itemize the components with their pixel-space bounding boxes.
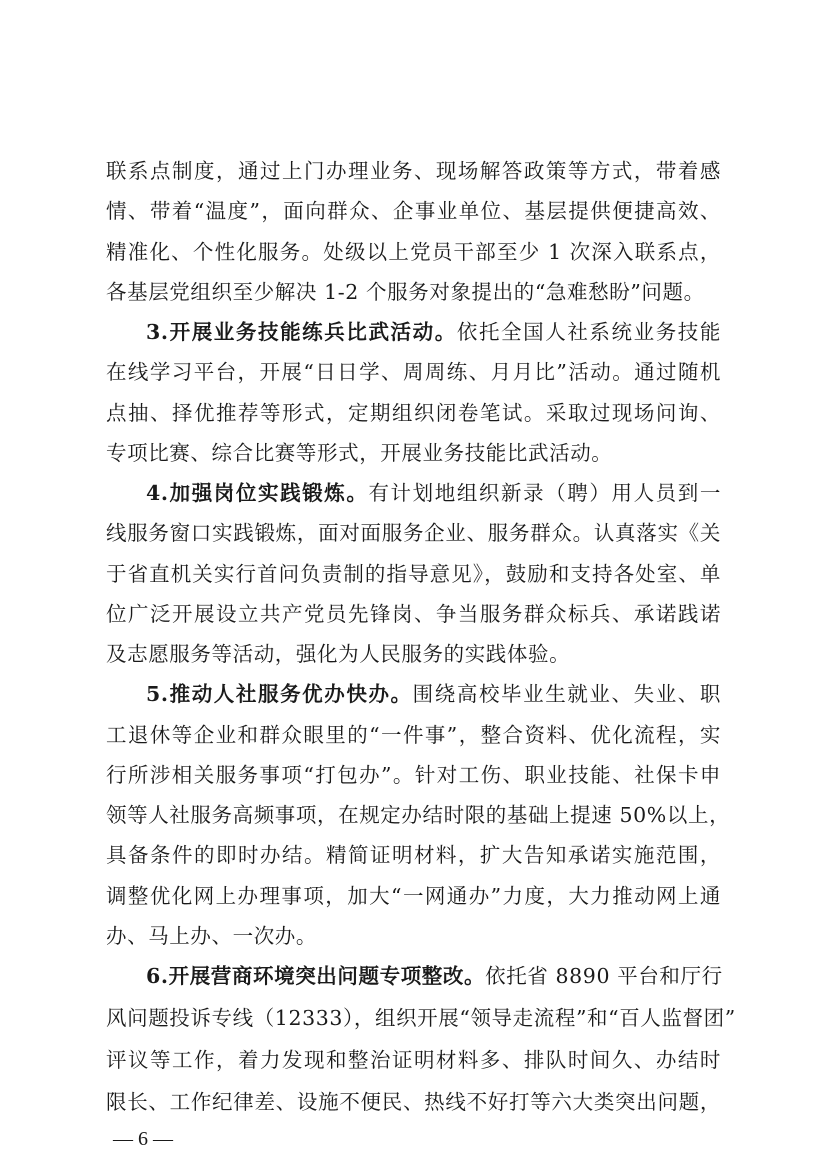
body-line: 线服务窗口实践锻炼，面对面服务企业、服务群众。认真落实《关 bbox=[106, 521, 721, 546]
page-number: — 6 — bbox=[113, 1128, 173, 1150]
body-line: 在线学习平台，开展“日日学、周周练、月月比”活动。通过随机 bbox=[106, 360, 721, 385]
body-line: 位广泛开展设立共产党员先锋岗、争当服务群众标兵、承诺践诺 bbox=[106, 601, 721, 626]
section-3-first-line: 3.开展业务技能练兵比武活动。依托全国人社系统业务技能 bbox=[146, 320, 721, 344]
body-line: 行所涉相关服务事项“打包办”。针对工伤、职业技能、社保卡申 bbox=[106, 762, 721, 787]
body-line: 调整优化网上办理事项，加大“一网通办”力度，大力推动网上通 bbox=[106, 883, 721, 908]
body-line: 专项比赛、综合比赛等形式，开展业务技能比武活动。 bbox=[106, 440, 613, 465]
body-line: 具备条件的即时办结。精简证明材料，扩大告知承诺实施范围， bbox=[106, 843, 721, 868]
body-line: 联系点制度，通过上门办理业务、现场解答政策等方式，带着感 bbox=[106, 159, 721, 183]
section-5-heading: 5.推动人社服务优办快办。 bbox=[146, 682, 413, 707]
section-6-first-line: 6.开展营商环境突出问题专项整改。依托省 8890 平台和厅行 bbox=[146, 964, 723, 988]
body-line: 各基层党组织至少解决 1-2 个服务对象提出的“急难愁盼”问题。 bbox=[106, 279, 705, 304]
section-4-heading: 4.加强岗位实践锻炼。 bbox=[146, 481, 369, 505]
body-line: 点抽、择优推荐等形式，定期组织闭卷笔试。采取过现场问询、 bbox=[106, 400, 721, 425]
body-line: 风问题投诉专线（12333），组织开展“领导走流程”和“百人监督团” bbox=[106, 1006, 736, 1030]
body-line: 办、马上办、一次办。 bbox=[106, 923, 317, 948]
body-line: 工退休等企业和群众眼里的“一件事”，整合资料、优化流程，实 bbox=[106, 722, 721, 747]
section-4-first-line: 4.加强岗位实践锻炼。有计划地组织新录（聘）用人员到一 bbox=[146, 481, 721, 505]
body-line: 于省直机关实行首问负责制的指导意见》，鼓励和支持各处室、单 bbox=[106, 561, 721, 586]
body-line: 领等人社服务高频事项，在规定办结时限的基础上提速 50%以上， bbox=[106, 803, 731, 827]
body-line: 限长、工作纪律差、设施不便民、热线不好打等六大类突出问题， bbox=[106, 1090, 721, 1114]
section-6-heading: 6.开展营商环境突出问题专项整改。 bbox=[146, 964, 486, 988]
body-line: 及志愿服务等活动，强化为人民服务的实践体验。 bbox=[106, 642, 571, 666]
body-line: 情、带着“温度”，面向群众、企事业单位、基层提供便捷高效、 bbox=[106, 199, 721, 224]
body-line: 评议等工作，着力发现和整治证明材料多、排队时间久、办结时 bbox=[106, 1048, 721, 1072]
body-line: 精准化、个性化服务。处级以上党员干部至少 1 次深入联系点， bbox=[106, 239, 721, 264]
section-3-heading: 3.开展业务技能练兵比武活动。 bbox=[146, 320, 457, 344]
section-5-first-line: 5.推动人社服务优办快办。围绕高校毕业生就业、失业、职 bbox=[146, 682, 721, 707]
